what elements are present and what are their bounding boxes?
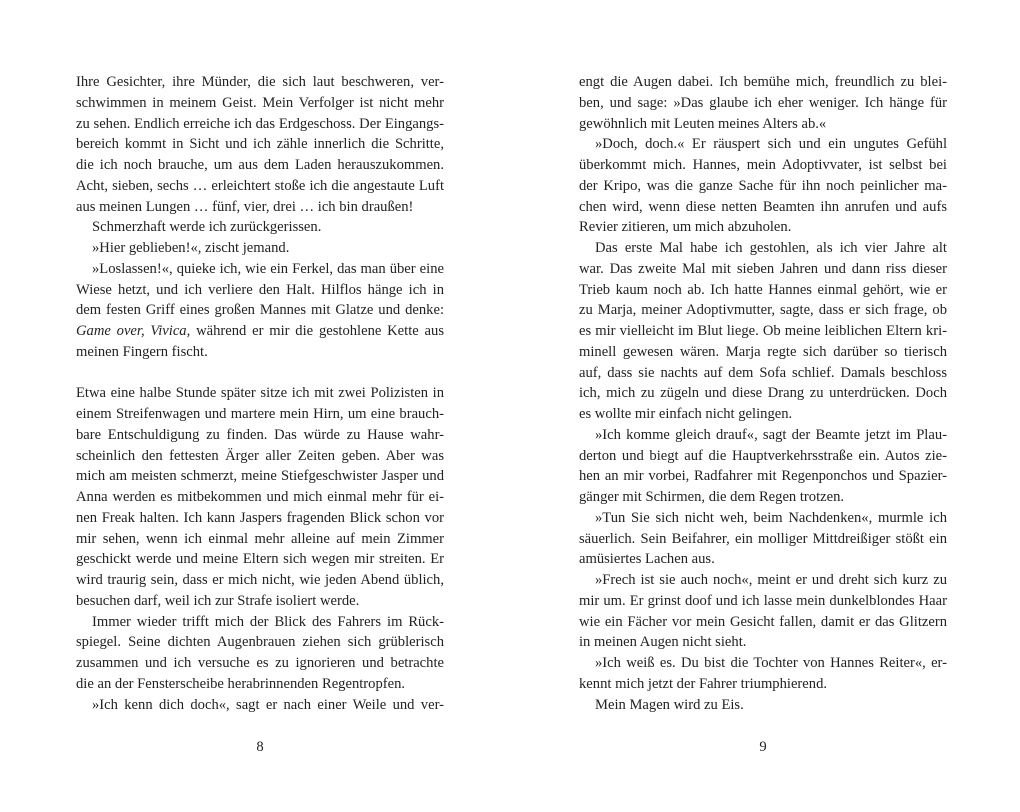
- text-line: bare Entschuldigung zu finden. Das würde zu Hause wahr-: [76, 426, 444, 443]
- text-line: »Ich weiß es. Du bist die Tochter von Hannes Reiter«, er-: [595, 655, 947, 671]
- text-line: »Tun Sie sich nicht weh, beim Nachdenken«, murmle ich: [595, 509, 947, 526]
- italic-text: Game over, Vivica,: [76, 323, 191, 339]
- text-line: aus meinen Lungen … fünf, vier, drei … ich bin draußen!: [76, 198, 414, 215]
- text-line: zusammen und ich versuche es zu ignorieren und betrachte: [76, 655, 444, 671]
- text-line: ich, mich zu zügeln und diese Drang zu unterdrücken. Doch: [579, 385, 947, 402]
- text-line: mir um. Er grinst doof und ich lasse mein dunkelblondes Haar: [579, 592, 947, 609]
- text-line: »Doch, doch.« Er räuspert sich und ein ungutes Gefühl: [595, 136, 947, 153]
- paragraph-break: [76, 363, 444, 384]
- text-line: die ich noch brauche, um aus dem Laden herauszukommen.: [76, 157, 444, 173]
- text-line: zu sehen. Endlich erreiche ich das Erdgeschoss. Der Eingangs-: [76, 115, 444, 132]
- text-line: die an der Fensterscheibe herabrinnenden Regentropfen.: [76, 675, 406, 692]
- line-rest: während er mir die gestohlene Kette aus: [190, 323, 445, 339]
- text-line: mich am meisten schmerzt, meine Stiefgeschwister Jasper und: [76, 468, 444, 485]
- text-line: in meinen Augen nicht sieht.: [579, 634, 747, 651]
- text-line: Immer wieder trifft mich der Blick des Fahrers im Rück-: [92, 613, 444, 630]
- text-line: Mein Magen wird zu Eis.: [595, 696, 744, 713]
- text-line: scheinlich den fettesten Ärger aller Zeiten geben. Aber was: [76, 447, 444, 464]
- text-line: kennt mich jetzt der Fahrer triumphierend.: [579, 675, 828, 692]
- text-line: bereich kommt in Sicht und ich zähle innerlich die Schritte,: [76, 136, 444, 153]
- text-line: schwimmen in meinem Geist. Mein Verfolger ist nicht mehr: [76, 94, 444, 111]
- text-line: Etwa eine halbe Stunde später sitze ich mit zwei Polizisten in: [76, 385, 444, 402]
- text-line: es mir vielleicht im Blut liege. Ob meine leiblichen Eltern kri-: [579, 323, 947, 339]
- text-line: chen wird, wenn diese netten Beamten ihn anrufen und aufs: [579, 198, 947, 215]
- text-line: wie ein Fächer vor mein Gesicht fallen, damit er das Glitzern: [579, 613, 947, 630]
- text-line: mir sehen, wenn ich einmal mehr alleine auf mein Zimmer: [76, 530, 444, 547]
- text-line: besuchen darf, weil ich zur Strafe isoliert werde.: [76, 592, 360, 609]
- text-line: dem festen Griff eines großen Mannes mit Glatze und denke:: [76, 302, 444, 319]
- text-line: Das erste Mal habe ich gestohlen, als ich vier Jahre alt: [595, 240, 947, 256]
- text-line: spiegel. Seine dichten Augenbrauen ziehen sich grüblerisch: [76, 634, 444, 651]
- text-line: »Ich kenn dich doch«, sagt er nach einer Weile und ver-: [92, 696, 444, 713]
- text-line: »Loslassen!«, quieke ich, wie ein Ferkel, das man über eine: [92, 260, 444, 277]
- text-line: einem Streifenwagen und martere mein Hirn, um eine brauch-: [76, 406, 444, 422]
- text-line: zu Marja, meiner Adoptivmutter, sagte, dass er sich frage, ob: [579, 302, 947, 319]
- text-line: geschickt werde und meine Eltern sich wegen mir streiten. Er: [76, 551, 444, 568]
- text-line: amüsiertes Lachen aus.: [579, 551, 715, 568]
- text-line: ben, und sage: »Das glaube ich eher weniger. Ich hänge für: [579, 94, 947, 111]
- text-line: es wollte mir einfach nicht gelingen.: [579, 406, 793, 422]
- right-page: [579, 72, 947, 715]
- text-line: Acht, sieben, sechs … erleichtert stoße ich die angestaute Luft: [76, 177, 444, 194]
- text-line: Schmerzhaft werde ich zurückgerissen.: [92, 219, 322, 236]
- text-line: [76, 321, 444, 342]
- text-line: der Kripo, was die ganze Sache für ihn noch peinlicher ma-: [579, 177, 947, 194]
- text-line: wird traurig sein, dass er mich nicht, wie jeden Abend üblich,: [76, 572, 444, 588]
- text-line: Anna werden es mitbekommen und mich einmal mehr für ei-: [76, 489, 444, 505]
- text-line: minell gewesen wären. Marja regte sich darüber so tierisch: [579, 343, 947, 360]
- text-line: »Hier geblieben!«, zischt jemand.: [92, 240, 290, 256]
- text-line: nen Freak halten. Ich kann Jaspers fragenden Blick schon vor: [76, 509, 444, 526]
- text-line: gänger mit Schirmen, die dem Regen trotzen.: [579, 489, 845, 505]
- text-line: Ihre Gesichter, ihre Münder, die sich laut beschweren, ver-: [76, 74, 444, 90]
- text-line: hen an mir vorbei, Radfahrer mit Regenponchos und Spazier-: [579, 468, 947, 485]
- page-number-left: 8: [256, 739, 264, 755]
- text-line: »Frech ist sie auch noch«, meint er und dreht sich kurz zu: [595, 572, 947, 588]
- text-line: »Ich komme gleich drauf«, sagt der Beamte jetzt im Plau-: [595, 426, 947, 443]
- text-line: säuerlich. Sein Beifahrer, ein molliger Mittdreißiger stößt ein: [579, 530, 947, 547]
- text-line: überkommt mich. Hannes, mein Adoptivvater, ist selbst bei: [579, 157, 947, 173]
- text-line: engt die Augen dabei. Ich bemühe mich, freundlich zu blei-: [579, 74, 947, 90]
- text-line: derton und biegt auf die Hauptverkehrsstraße ein. Autos zie-: [579, 447, 947, 464]
- text-line: gewöhnlich mit Leuten meines Alters ab.«: [579, 115, 827, 132]
- text-line: meinen Fingern fischt.: [76, 343, 208, 360]
- text-line: Wiese hetzt, und ich verliere den Halt. Hilflos hänge ich in: [76, 281, 444, 298]
- text-line: auf, dass sie nachts auf dem Sofa schlief. Damals beschloss: [579, 364, 947, 381]
- left-page: [76, 72, 444, 715]
- text-line: war. Das zweite Mal mit sieben Jahren und dann riss dieser: [579, 260, 947, 277]
- page-number-right: 9: [759, 739, 767, 755]
- text-line: Revier zitieren, um mich abzuholen.: [579, 219, 792, 236]
- text-line: Trieb kaum noch ab. Ich hatte Hannes einmal gehört, wie er: [579, 281, 947, 298]
